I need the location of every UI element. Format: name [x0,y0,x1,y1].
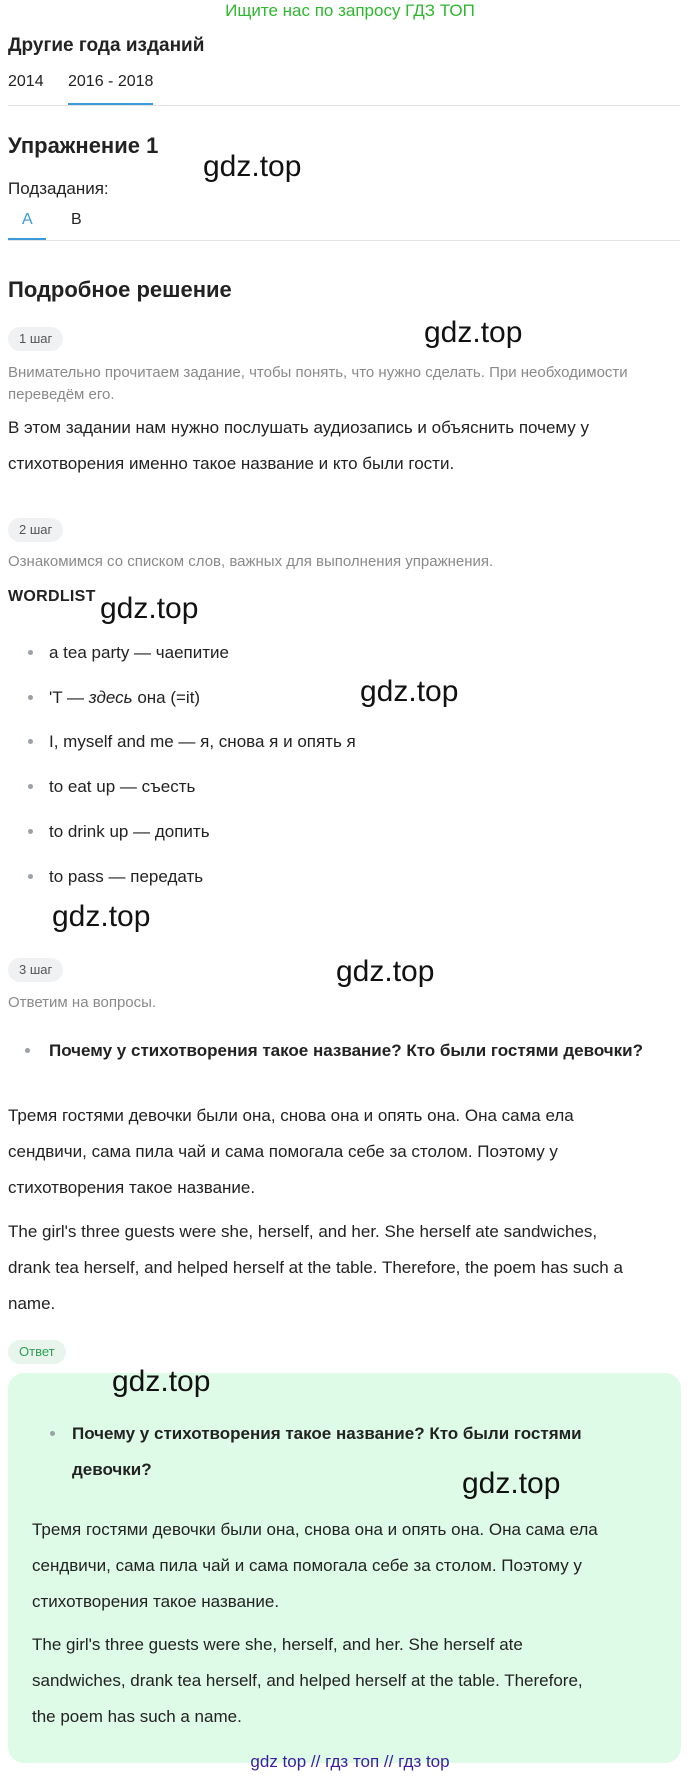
subtasks-label: Подзадания: [8,179,109,198]
answer-question: девочки? [72,1460,152,1479]
wordlist-item: 'T — здесь она (=it) [49,688,201,707]
solution-heading: Подробное решение [8,277,232,302]
subtask-tab-b[interactable]: B [71,211,82,228]
bullet-dot [50,1431,55,1436]
step-text: В этом задании нам нужно послушать аудиозапись и объяснить почему у [8,418,590,437]
step-badge: 3 шаг [8,958,63,982]
footer-links[interactable]: gdz top // гдз топ // гдз top [250,1752,450,1771]
wordlist-item: a tea party — чаепитие [49,643,229,662]
exercise-title: Упражнение 1 [8,133,159,158]
watermark: gdz.top [203,150,302,183]
answer-text-en: sandwiches, drank tea herself, and helped herself at the table. Therefore, [32,1671,583,1690]
answer-text-en: the poem has such a name. [32,1707,242,1726]
question-text: Почему у стихотворения такое название? Кто были гостями девочки? [49,1041,644,1060]
editions-heading: Другие года изданий [8,35,205,56]
answer-text-en: drank tea herself, and helped herself at the table. Therefore, the poem has such a [8,1258,623,1277]
answer-badge: Ответ [8,1340,66,1364]
watermark: gdz.top [336,955,435,988]
watermark: gdz.top [100,592,199,625]
answer-text-en: The girl's three guests were she, herself, and her. She herself ate sandwiches, [8,1222,598,1241]
step-hint: переведём его. [8,386,115,403]
bullet-dot [28,739,33,744]
watermark: gdz.top [52,900,151,933]
answer-text-ru: стихотворения такое название. [8,1178,256,1197]
answer-text-ru: Тремя гостями девочки были она, снова она и опять она. Она сама ела [32,1520,598,1539]
bullet-dot [28,784,33,789]
step-hint: Ознакомимся со списком слов, важных для выполнения упражнения. [8,553,494,570]
search-banner: Ищите нас по запросу ГДЗ ТОП [225,1,475,20]
answer-question: Почему у стихотворения такое название? Кто были гостями [72,1424,582,1443]
wordlist-item: I, myself and me — я, снова я и опять я [49,732,356,751]
edition-tab-2014[interactable]: 2014 [8,73,44,90]
step-badge: 1 шаг [8,327,63,351]
wordlist-item: to drink up — допить [49,822,210,841]
subtask-tab-a[interactable]: A [22,211,33,228]
bullet-dot [28,695,33,700]
edition-tab-2016-2018[interactable]: 2016 - 2018 [68,73,154,90]
bullet-dot [25,1048,30,1053]
divider [8,240,680,241]
bullet-dot [28,829,33,834]
step-hint: Внимательно прочитаем задание, чтобы понять, что нужно сделать. При необходимости [8,364,628,381]
bullet-dot [28,874,33,879]
bullet-dot [28,650,33,655]
wordlist-label: WORDLIST [8,588,96,605]
wordlist-item: to eat up — съесть [49,777,196,796]
step-badge: 2 шаг [8,518,63,542]
step-text: стихотворения именно такое название и кто были гости. [8,454,455,473]
watermark: gdz.top [424,316,523,349]
step-hint: Ответим на вопросы. [8,994,157,1011]
answer-text-en: name. [8,1294,56,1313]
watermark: gdz.top [462,1467,561,1500]
answer-text-ru: сендвичи, сама пила чай и сама помогала себе за столом. Поэтому у [8,1142,558,1161]
watermark: gdz.top [112,1365,211,1398]
answer-text-ru: Тремя гостями девочки были она, снова она и опять она. Она сама ела [8,1106,574,1125]
divider [8,105,680,106]
answer-text-ru: стихотворения такое название. [32,1592,280,1611]
answer-text-en: The girl's three guests were she, herself, and her. She herself ate [32,1635,523,1654]
watermark: gdz.top [360,675,459,708]
answer-text-ru: сендвичи, сама пила чай и сама помогала себе за столом. Поэтому у [32,1556,582,1575]
wordlist-item: to pass — передать [49,867,204,886]
